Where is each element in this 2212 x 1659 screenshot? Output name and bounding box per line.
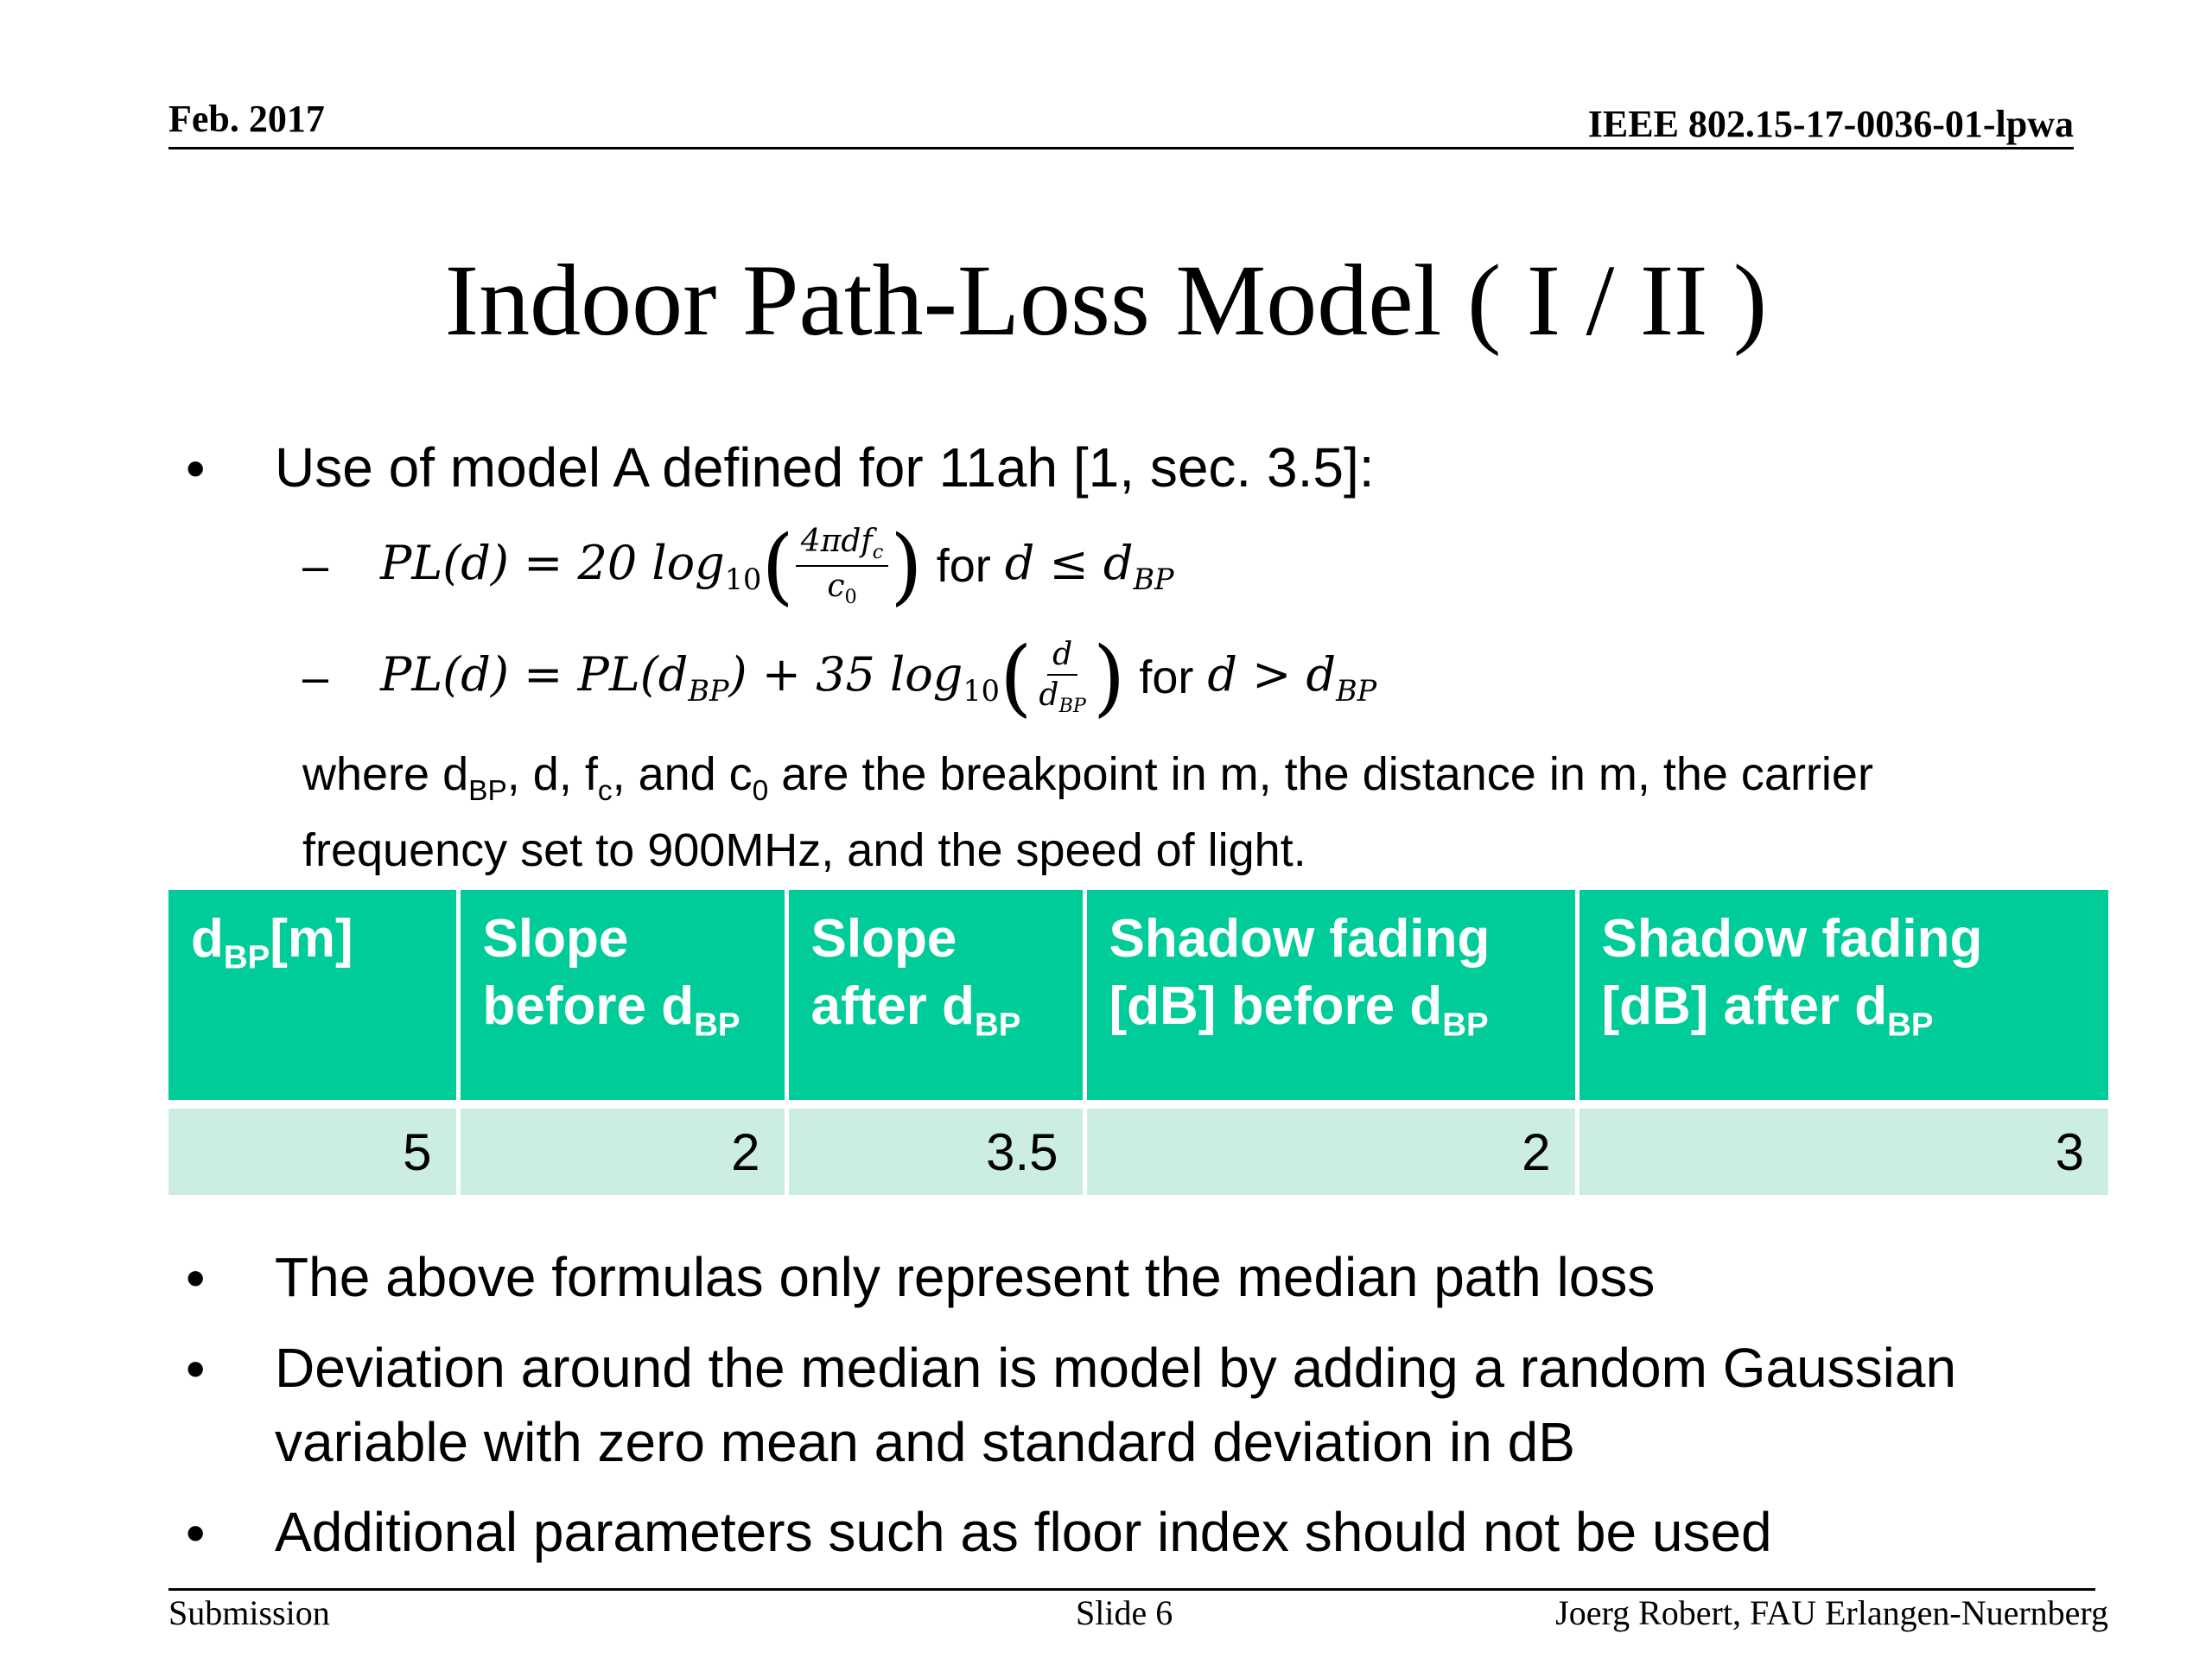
formula-fraction: $\frac{4\pi df_c}{c_0}$ (796, 524, 888, 608)
close-paren: ) (1092, 629, 1126, 726)
formula-condition: $d > d_{BP}$ (1207, 647, 1377, 708)
open-paren: ( (999, 629, 1033, 726)
bullet-median-path-loss: The above formulas only represent the median path loss (275, 1246, 1656, 1308)
header-doc-id: IEEE 802.15-17-0036-01-lpwa (1587, 103, 2074, 145)
cell-slope-after: 3.5 (786, 1104, 1084, 1195)
variable-definitions: where $d_{BP}$, d, $f_c$, and $c_0$ are the breakpoint in m, the distance in m, the carrier frequency set to 900MHz, and the speed of light. (302, 748, 1873, 876)
close-paren: ) (890, 518, 923, 615)
bullet-marker: • (186, 1502, 206, 1564)
header-slope-after: Slope after $d_{BP}$ (786, 890, 1084, 1104)
bullet-marker: • (186, 437, 206, 499)
footer-slide-number: Slide 6 (1076, 1593, 1173, 1632)
header-slope-before: Slope before $d_{BP}$ (458, 890, 786, 1104)
footer-author: Joerg Robert, FAU Erlangen-Nuernberg (1555, 1593, 2108, 1632)
parameter-table (168, 890, 2108, 1195)
formula-after-breakpoint (302, 629, 1377, 726)
formula-condition: $d \le d_{BP}$ (1004, 536, 1174, 597)
open-paren: ( (761, 518, 794, 615)
formula-condition-label: for (936, 540, 991, 593)
cell-shadow-after: 3 (1577, 1104, 2108, 1195)
formula-lhs: PL(d) = 20 $\log_{10}$ (380, 536, 762, 597)
bullet-floor-index: Additional parameters such as floor index should not be used (275, 1501, 1772, 1563)
table-header-row (168, 890, 2108, 1104)
bullet-model-a: Use of model A defined for 11ah [1, sec. 3.5]: (275, 436, 1375, 499)
cell-shadow-before: 2 (1084, 1104, 1577, 1195)
bullet-gaussian-deviation: Deviation around the median is model by adding a random Gaussian variable with zero mean and standard deviation in dB (275, 1337, 1957, 1473)
formula-condition-label: for (1139, 652, 1194, 703)
bullet-marker: • (186, 1247, 206, 1309)
cell-slope-before: 2 (458, 1104, 786, 1195)
header-date: Feb. 2017 (168, 98, 325, 140)
slide-title: Indoor Path-Loss Model ( I / II ) (444, 244, 1768, 357)
header-divider (168, 147, 2074, 149)
formula-dash: – (302, 540, 329, 593)
header-shadow-before: Shadow fading [dB] before $d_{BP}$ (1084, 890, 1577, 1104)
bullet-marker: • (186, 1338, 206, 1400)
formula-dash: – (302, 652, 329, 703)
formula-fraction: $\frac{d}{d_{BP}}$ (1039, 637, 1086, 718)
formula-lhs: $PL(d) = PL(d_{BP}) + 35$ $\log_{10}$ (380, 647, 1000, 708)
footer-submission: Submission (168, 1593, 330, 1632)
footer-divider (168, 1588, 2095, 1591)
table-row (168, 1104, 2108, 1195)
cell-breakpoint: 5 (168, 1104, 458, 1195)
header-breakpoint: $d_{BP}[m]$ (168, 890, 458, 1104)
formula-before-breakpoint (302, 518, 1174, 615)
header-shadow-after: Shadow fading [dB] after $d_{BP}$ (1577, 890, 2108, 1104)
